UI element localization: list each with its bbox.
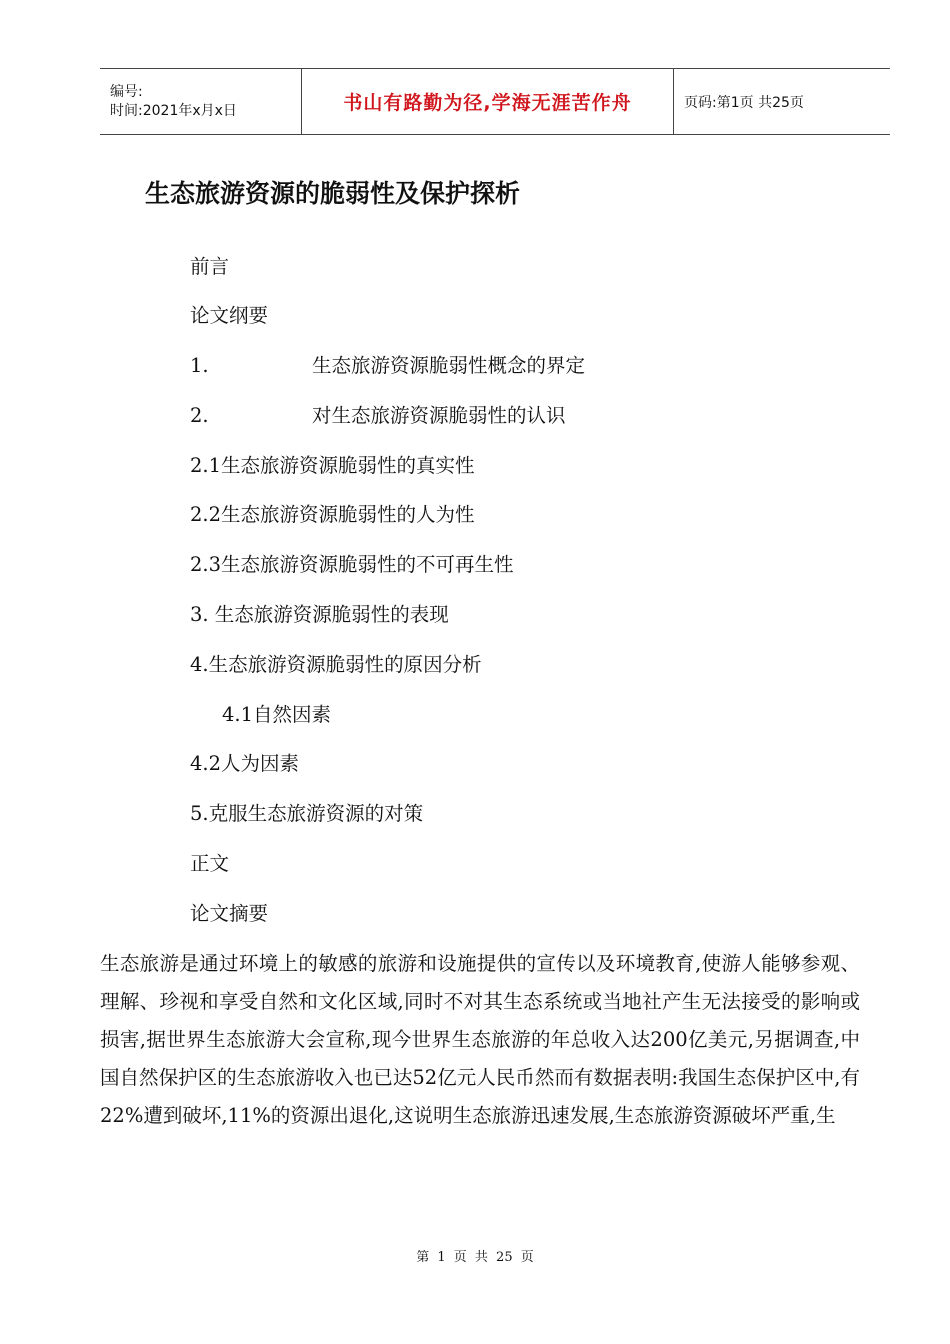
toc-foreword: 前言 [190, 255, 230, 278]
toc-item-2-1: 2.1生态旅游资源脆弱性的真实性 [190, 454, 475, 477]
toc-item-1-text: 生态旅游资源脆弱性概念的界定 [312, 354, 586, 377]
document-title: 生态旅游资源的脆弱性及保护探析 [145, 179, 521, 208]
toc-item-4-2: 4.2人为因素 [190, 752, 300, 775]
toc-item-2 [190, 402, 566, 430]
header-page-info: 页码:第1页 共25页 [684, 94, 804, 111]
toc-item-2-number: 2. [190, 404, 209, 427]
header-motto-cell [301, 69, 674, 134]
abstract-paragraph: 生态旅游是通过环境上的敏感的旅游和设施提供的宣传以及环境教育,使游人能够参观、理解、珍视和享受自然和文化区域,同时不对其生态系统或当地社产生无法接受的影响或损害,据世界生态旅游大会宣称,现今世界生态旅游的年总收入达200亿美元,另据调查,中国自然保护区的生态旅游收入也已达52亿元人民币然而有数据表明:我国生态保护区中,有22%遭到破坏,11%的资源出退化,这说明生态旅游迅速发展,生态旅游资源破坏严重,生 [100, 952, 860, 1127]
header-meta [100, 69, 301, 134]
toc-outline: 论文纲要 [190, 304, 269, 327]
toc-item-2-2: 2.2生态旅游资源脆弱性的人为性 [190, 503, 475, 526]
toc-abstract: 论文摘要 [190, 902, 269, 925]
serial-label: 编号: [110, 83, 143, 100]
page-header [100, 68, 890, 135]
page-footer: 第 1 页 共 25 页 [416, 1250, 534, 1265]
toc-item-5: 5.克服生态旅游资源的对策 [190, 802, 424, 825]
time-label: 时间:2021年x月x日 [110, 102, 237, 119]
toc-item-2-text: 对生态旅游资源脆弱性的认识 [312, 404, 566, 427]
toc-item-1 [190, 352, 585, 380]
header-motto: 书山有路勤为径,学海无涯苦作舟 [343, 92, 632, 114]
toc-item-2-3: 2.3生态旅游资源脆弱性的不可再生性 [190, 553, 514, 576]
toc-item-3: 3. 生态旅游资源脆弱性的表现 [190, 603, 449, 626]
toc-item-1-number: 1. [190, 354, 209, 377]
toc-main-text: 正文 [190, 852, 230, 875]
toc-item-4-1: 4.1自然因素 [222, 703, 332, 726]
toc-item-4: 4.生态旅游资源脆弱性的原因分析 [190, 653, 482, 676]
